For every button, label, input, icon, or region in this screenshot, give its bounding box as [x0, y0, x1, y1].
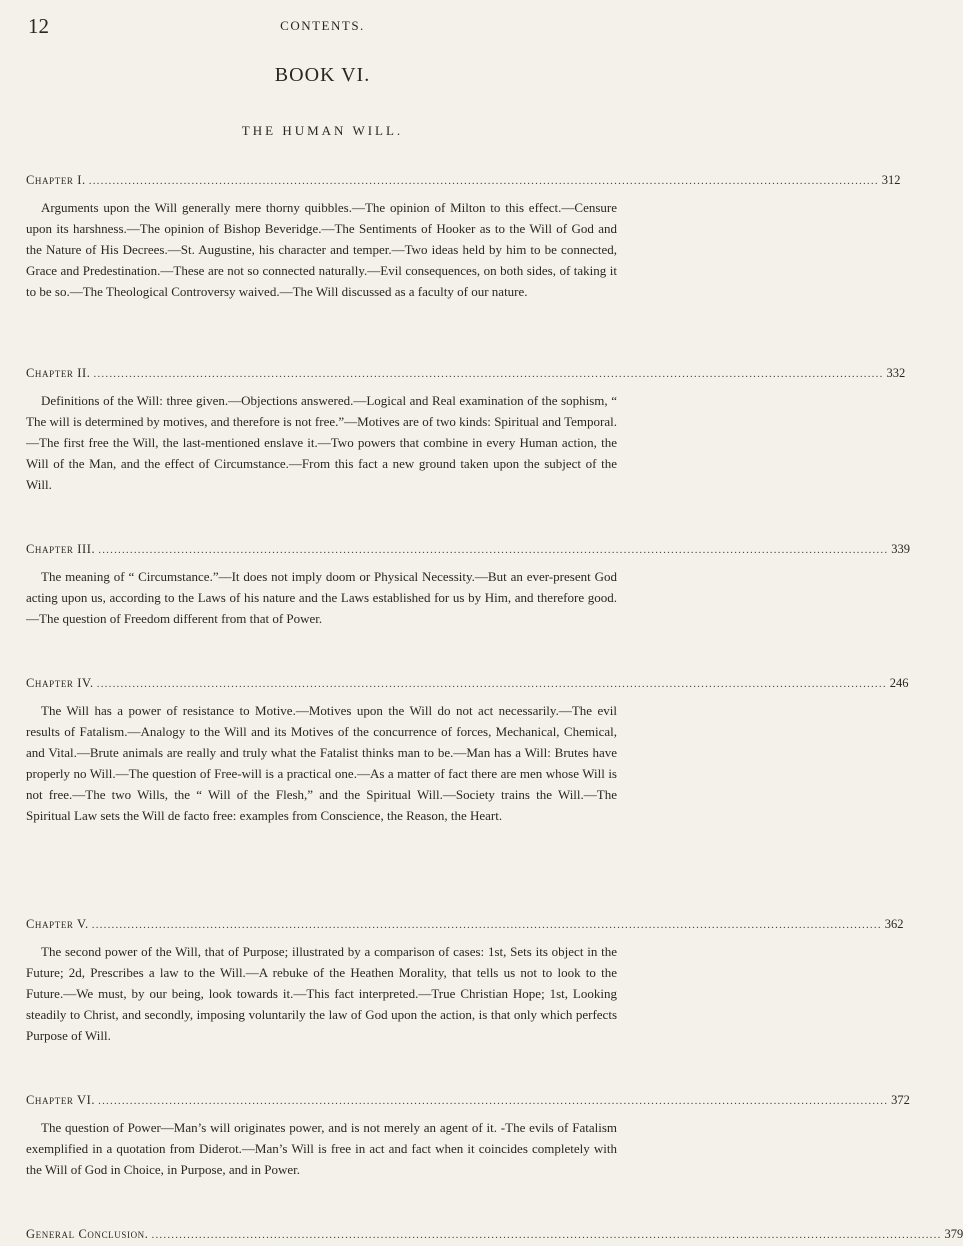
chapter-summary: The Will has a power of resistance to Motive.—Motives upon the Will do not act necessarily.—The evil results of Fatalism.—Analogy to the Will and its Motives of the concurrence of forces, Mechanical, Chemical, and Vital.—Brute animals are really and truly what the Fatalist thinks man to be.—Man has a Will: Brutes have properly no Will.—The question of Free-will is a practical one.—As a matter of fact there are men whose Will is not free.—The two Wills, the “ Will of the Flesh,” and the Spiritual Will.—Society trains the Will.—The Spiritual Law sets the Will de facto free: examples from Conscience, the Reason, the Heart.	[26, 703, 617, 823]
chapter-summary: Arguments upon the Will generally mere thorny quibbles.—The opinion of Milton to this effect.—Censure upon its harshness.—The opinion of Bishop Beveridge.—The Sentiments of Hooker as to the Will of God and the Nature of His Decrees.—St. Augustine, his character and temper.—Two ideas held by him to be connected, Grace and Predestination.—These are not so connected naturally.—Evil consequences, on both sides, of taking it to be so.—The Theological Controversy waived.—The Will discussed as a faculty of our nature.	[26, 200, 617, 299]
chapter-label: Chapter V.	[26, 917, 89, 931]
chapter-page: 312	[881, 173, 901, 187]
chapter-entry-3	[26, 542, 911, 650]
chapter-summary: The second power of the Will, that of Purpose; illustrated by a comparison of cases: 1st, Sets its object in the Future; 2d, Prescribes a law to the Will.—A rebuke of the Heathen Morality, that tells us not to look to the Future.—We must, by our being, look towards it.—This fact interpreted.—True Christian Hope; 1st, Looking steadily to Christ, and secondly, imposing voluntarily the law of God upon the action, is that only which perfects Purpose of Will.	[26, 944, 617, 1043]
chapter-summary: The question of Power—Man’s will originates power, and is not merely an agent of it. -The evils of Fatalism exemplified in a quotation from Diderot.—Man’s Will is free in act and fact when it coincides completely with the Will of God in Choice, in Purpose, and in Power.	[26, 1120, 617, 1177]
dot-leader: ........................................................................................................................................................................................................	[98, 1095, 889, 1107]
conclusion-entry	[26, 1227, 963, 1246]
chapter-entry-5	[26, 917, 904, 1067]
chapter-heading	[26, 173, 901, 192]
chapter-label: Chapter II.	[26, 366, 91, 380]
chapter-page: 372	[891, 1093, 910, 1107]
book-subtitle: THE HUMAN WILL.	[241, 123, 404, 138]
chapter-entry-2	[26, 366, 906, 516]
chapter-label: Chapter I.	[26, 173, 86, 187]
chapter-heading	[26, 917, 904, 936]
conclusion-label: General Conclusion.	[26, 1227, 149, 1241]
chapter-summary: Definitions of the Will: three given.—Objections answered.—Logical and Real examination of the sophism, “ The will is determined by motives, and therefore is not free.”—Motives are of two kinds: Spiritual and Temporal.—The first free the Will, the last-mentioned enslave it.—Two powers that combine in every Human action, the Will of the Man, and the effect of Circumstance.—From this fact a new ground taken upon the subject of the Will.	[26, 393, 617, 492]
dot-leader: ........................................................................................................................................................................................................	[93, 368, 884, 380]
dot-leader: ........................................................................................................................................................................................................	[96, 678, 887, 690]
chapter-entry-1	[26, 173, 901, 344]
chapter-page: 362	[884, 917, 904, 931]
chapter-label: Chapter III.	[26, 542, 96, 556]
dot-leader: ........................................................................................................................................................................................................	[88, 175, 879, 187]
chapter-heading	[26, 366, 906, 385]
chapter-heading	[26, 542, 911, 561]
dot-leader: ........................................................................................................................................................................................................	[98, 544, 889, 556]
chapter-list	[26, 173, 963, 1246]
conclusion-page: 379	[944, 1227, 963, 1241]
running-title: CONTENTS.	[280, 18, 365, 33]
conclusion-heading	[26, 1227, 963, 1246]
chapter-heading	[26, 676, 909, 695]
chapter-page: 332	[886, 366, 906, 380]
chapter-entry-4	[26, 676, 909, 889]
chapter-summary: The meaning of “ Circumstance.”—It does not imply doom or Physical Necessity.—But an ever-present God acting upon us, according to the Laws of his nature and the Laws established for us by Him, and therefore good.—The question of Freedom different from that of Power.	[26, 569, 617, 626]
dot-leader: ........................................................................................................................................................................................................	[151, 1229, 942, 1241]
running-head	[28, 14, 617, 36]
chapter-entry-6	[26, 1093, 910, 1201]
chapter-label: Chapter VI.	[26, 1093, 96, 1107]
dot-leader: ........................................................................................................................................................................................................	[91, 919, 882, 931]
book-title: BOOK VI.	[274, 64, 371, 86]
chapter-page: 339	[891, 542, 911, 556]
chapter-heading	[26, 1093, 910, 1112]
page-number: 12	[28, 14, 49, 38]
chapter-page: 246	[889, 676, 909, 690]
chapter-label: Chapter IV.	[26, 676, 94, 690]
